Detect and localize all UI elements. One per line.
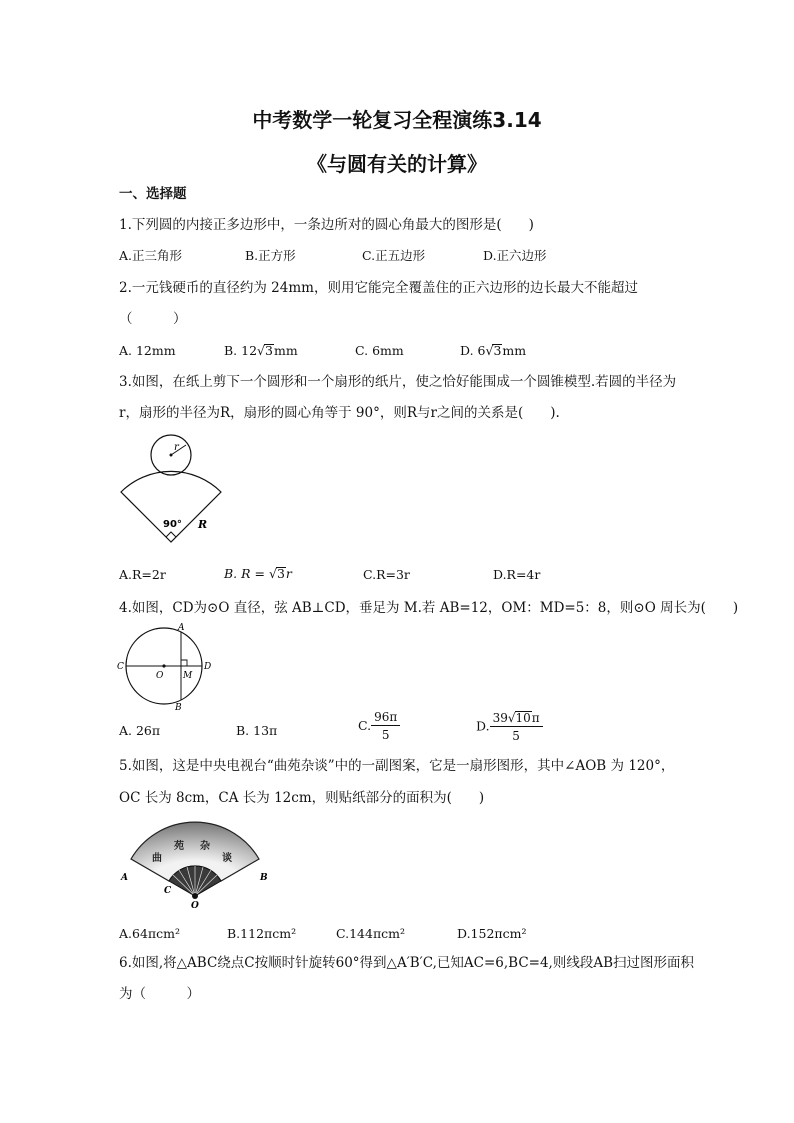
q4-circle-figure bbox=[116, 622, 216, 712]
q1-option-d: D.正六边形 bbox=[483, 248, 547, 263]
q5-fan-figure bbox=[118, 818, 278, 911]
q4-option-b: B. 13π bbox=[236, 723, 278, 738]
q4-option-c-denominator: 5 bbox=[381, 728, 390, 742]
q2-option-d-unit: mm bbox=[502, 343, 527, 358]
q3-right-angle-mark bbox=[166, 532, 176, 537]
q4-option-d-pi: π bbox=[531, 711, 540, 725]
q5-label-b: B bbox=[260, 873, 268, 883]
question-2-stem-line2: （ ） bbox=[119, 311, 187, 327]
q3-option-a: A.R=2r bbox=[119, 567, 166, 582]
question-1-stem: 1.下列圆的内接正多边形中，一条边所对的圆心角最大的图形是( ) bbox=[119, 217, 534, 233]
question-6-stem-line1: 6.如图,将△ABC绕点C按顺时针旋转60°得到△A′B′C,已知AC=6,BC=4,则线段AB扫过图形面积 bbox=[119, 955, 695, 971]
q4-option-c-fraction bbox=[371, 711, 400, 741]
q5-fan-char-3: 杂 bbox=[200, 841, 210, 852]
page-title: 中考数学一轮复习全程演练3.14 bbox=[252, 108, 542, 132]
q2-option-b: B. 12√3mm bbox=[224, 343, 298, 358]
q4-option-c-prefix: C. bbox=[358, 717, 372, 733]
q2-option-d: D. 6√3mm bbox=[460, 343, 527, 358]
q4-option-d-fraction bbox=[490, 711, 543, 742]
q3-option-b-radicand: 3 bbox=[276, 566, 285, 581]
q2-option-d-prefix: D. 6 bbox=[460, 343, 486, 358]
q3-cone-net-figure bbox=[118, 432, 228, 548]
q4-label-m: M bbox=[183, 671, 193, 681]
q4-option-d-denominator: 5 bbox=[512, 729, 520, 743]
q4-option-d-prefix: D. bbox=[476, 718, 490, 734]
q1-option-a: A.正三角形 bbox=[119, 248, 183, 263]
q3-circle-center bbox=[170, 454, 173, 457]
q4-label-a: A bbox=[178, 623, 185, 633]
q2-option-b-unit: mm bbox=[273, 343, 298, 358]
page-subtitle: 《与圆有关的计算》 bbox=[307, 152, 487, 176]
q5-option-c: C.144πcm² bbox=[336, 926, 406, 941]
q4-option-d-coef: 39 bbox=[492, 711, 508, 725]
q4-option-a: A. 26π bbox=[119, 723, 161, 738]
q4-right-angle-mark bbox=[181, 660, 187, 666]
q4-option-d bbox=[476, 711, 543, 742]
q2-option-a: A. 12mm bbox=[119, 343, 176, 358]
q4-label-c: C bbox=[117, 662, 124, 672]
q4-label-b: B bbox=[175, 703, 182, 713]
question-6-stem-line2: 为（ ） bbox=[119, 986, 200, 1002]
q4-center-point bbox=[162, 664, 165, 667]
q2-option-d-radicand: 3 bbox=[493, 343, 502, 358]
q3-option-b-prefix: B. R = bbox=[224, 566, 269, 581]
q5-label-o: O bbox=[191, 901, 199, 911]
q5-fan-pivot bbox=[192, 893, 198, 899]
q3-label-r: r bbox=[174, 442, 179, 453]
q4-label-o: O bbox=[156, 671, 164, 681]
question-2-stem-line1: 2.一元钱硬币的直径约为 24mm，则用它能完全覆盖住的正六边形的边长最大不能超过 bbox=[119, 280, 638, 296]
question-5-stem-line1: 5.如图，这是中央电视台“曲苑杂谈”中的一副图案，它是一扇形图形，其中∠AOB 为 120°， bbox=[119, 758, 675, 774]
q3-option-b-var: r bbox=[285, 566, 292, 581]
section-heading: 一、选择题 bbox=[119, 186, 187, 202]
question-3-stem-line1: 3.如图，在纸上剪下一个圆形和一个扇形的纸片，使之恰好能围成一个圆锥模型.若圆的半径为 bbox=[119, 374, 677, 390]
q5-label-a: A bbox=[121, 873, 128, 883]
q5-fan-char-1: 曲 bbox=[152, 853, 162, 864]
q2-option-b-prefix: B. 12 bbox=[224, 343, 258, 358]
q4-option-c bbox=[358, 711, 400, 741]
q2-option-b-radicand: 3 bbox=[265, 343, 273, 358]
q5-label-c: C bbox=[164, 886, 172, 896]
q5-option-b: B.112πcm² bbox=[227, 926, 297, 941]
q1-option-c: C.正五边形 bbox=[362, 248, 426, 263]
q4-option-d-numerator: 39√10π bbox=[490, 711, 543, 727]
question-5-stem-line2: OC 长为 8cm，CA 长为 12cm，则贴纸部分的面积为( ) bbox=[119, 790, 485, 806]
q3-option-b: B. R = √3r bbox=[224, 566, 292, 581]
q4-option-d-radicand: 10 bbox=[515, 711, 531, 725]
q5-fan-char-4: 谈 bbox=[222, 853, 232, 864]
q3-label-R: R bbox=[198, 518, 208, 531]
question-3-stem-line2: r，扇形的半径为R，扇形的圆心角等于 90°，则R与r之间的关系是( ). bbox=[119, 405, 560, 421]
q4-option-c-numerator: 96π bbox=[371, 711, 400, 726]
q2-option-c: C. 6mm bbox=[355, 343, 404, 358]
q5-fan-char-2: 苑 bbox=[174, 841, 184, 852]
q3-option-d: D.R=4r bbox=[493, 567, 541, 582]
q3-option-c: C.R=3r bbox=[363, 567, 410, 582]
q5-option-d: D.152πcm² bbox=[457, 926, 527, 941]
question-4-stem: 4.如图，CD为⊙O 直径，弦 AB⊥CD，垂足为 M.若 AB=12，OM：MD=5：8，则⊙O 周长为( ) bbox=[119, 600, 739, 616]
q4-label-d: D bbox=[204, 662, 212, 672]
q3-label-angle: 90° bbox=[163, 519, 182, 530]
q1-option-b: B.正方形 bbox=[245, 248, 296, 263]
q5-option-a: A.64πcm² bbox=[119, 926, 180, 941]
